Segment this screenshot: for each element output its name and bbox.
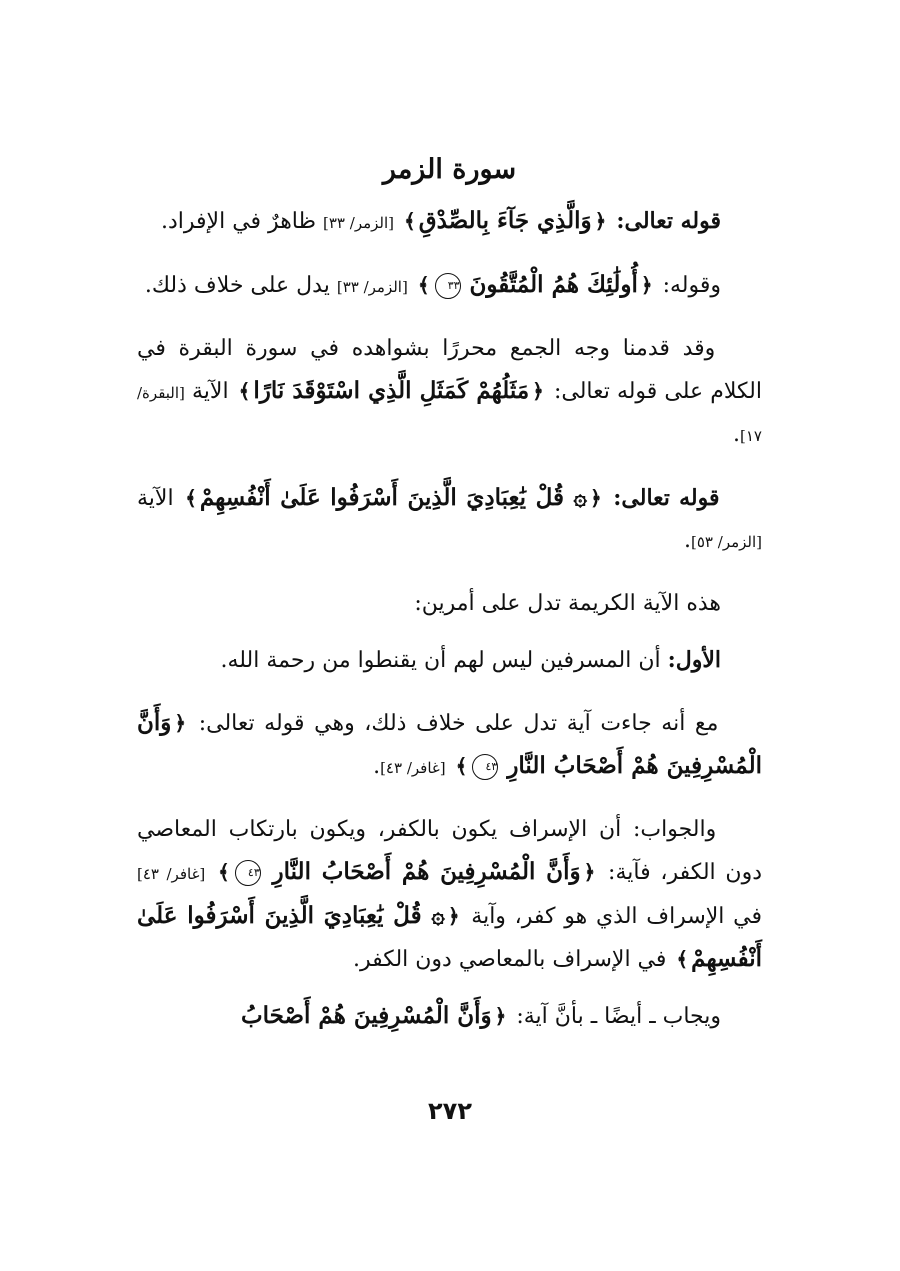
paragraph-text: ويجاب ـ أيضًا ـ بأنَّ آية:	[516, 1004, 721, 1029]
quran-verse: وَأَنَّ الْمُسْرِفِينَ هُمْ أَصْحَابُ	[240, 1002, 492, 1029]
quran-bracket-open: ﴿	[532, 379, 544, 403]
paragraph-4	[137, 477, 762, 563]
quran-verse: مَثَلُهُمْ كَمَثَلِ الَّذِي اسْتَوْقَدَ نَارًا	[253, 377, 530, 404]
paragraph-text: والجواب: أن الإسراف يكون بالكفر، ويكون بارتكاب المعاصي دون الكفر، فآية:	[137, 817, 762, 885]
quran-verse: ۞ قُلْ يَٰعِبَادِيَ الَّذِينَ أَسْرَفُوا عَلَىٰ أَنْفُسِهِمْ	[199, 484, 588, 511]
quran-bracket-close: ﴾	[676, 947, 689, 971]
paragraph-1	[137, 200, 762, 244]
paragraph-text: في الإسراف الذي هو كفر، وآية	[471, 904, 762, 929]
paragraph-6	[137, 639, 762, 682]
paragraph-text: الآية	[192, 379, 229, 404]
paragraph-7	[137, 702, 762, 789]
page-body	[137, 150, 762, 1058]
quran-bracket-open: ﴿	[583, 860, 596, 884]
paragraph-lead: قوله تعالى:	[613, 485, 720, 511]
verse-reference: [الزمر/ ٣٣]	[323, 214, 394, 232]
paragraph-lead: الأول:	[667, 647, 721, 673]
paragraph-8	[137, 809, 762, 981]
ayah-number-badge: ٤٣	[472, 754, 498, 780]
paragraph-end: .	[373, 754, 381, 779]
quran-bracket-close: ﴾	[455, 754, 468, 778]
ayah-number-badge: ٤٣	[235, 860, 261, 886]
quran-bracket-open: ﴿	[590, 486, 602, 510]
verse-reference: [البقرة/ ١٧]	[137, 384, 762, 445]
paragraph-lead: قوله تعالى:	[616, 208, 721, 234]
paragraph-5	[137, 583, 762, 625]
paragraph-end: .	[684, 528, 692, 553]
paragraph-text: يدل على خلاف ذلك.	[144, 273, 330, 298]
quran-bracket-close: ﴾	[218, 860, 230, 884]
quran-bracket-open: ﴿	[447, 904, 460, 928]
quran-bracket-close: ﴾	[238, 379, 251, 403]
verse-reference: [الزمر/ ٣٣]	[336, 278, 408, 296]
paragraph-text: أن المسرفين ليس لهم أن يقنطوا من رحمة الله.	[220, 648, 661, 673]
paragraph-text: وقد قدمنا وجه الجمع محررًا بشواهده في سورة البقرة في الكلام على قوله تعالى:	[137, 336, 762, 404]
ayah-number-badge: ٣٣	[435, 273, 461, 299]
quran-bracket-open: ﴿	[594, 209, 607, 233]
paragraph-lead: وقوله:	[662, 273, 721, 298]
paragraph-end: .	[733, 422, 741, 447]
verse-reference: [غافر/ ٤٣]	[137, 865, 206, 883]
quran-verse: ۞ قُلْ يَٰعِبَادِيَ الَّذِينَ أَسْرَفُوا عَلَىٰ أَنْفُسِهِمْ	[137, 902, 762, 972]
quran-verse: أُولَٰئِكَ هُمُ الْمُتَّقُونَ	[469, 271, 638, 298]
quran-bracket-close: ﴾	[404, 209, 416, 233]
paragraph-text: في الإسراف بالمعاصي دون الكفر.	[353, 947, 667, 972]
quran-bracket-close: ﴾	[417, 273, 430, 297]
paragraph-9	[137, 995, 762, 1038]
paragraph-3	[137, 328, 762, 457]
quran-verse: وَأَنَّ الْمُسْرِفِينَ هُمْ أَصْحَابُ النَّارِ	[272, 858, 581, 885]
page-number: ٢٧٢	[428, 1097, 472, 1125]
verse-reference: [الزمر/ ٥٣]	[691, 533, 762, 551]
quran-bracket-open: ﴿	[174, 711, 187, 735]
quran-verse: وَالَّذِي جَآءَ بِالصِّدْقِ	[418, 207, 592, 234]
paragraph-text: الآية	[137, 486, 174, 511]
verse-reference: [غافر/ ٤٣]	[380, 759, 446, 777]
quran-verse: وَأَنَّ الْمُسْرِفِينَ هُمْ أَصْحَابُ النَّارِ	[137, 709, 762, 779]
quran-bracket-close: ﴾	[185, 486, 197, 510]
quran-bracket-open: ﴿	[640, 273, 653, 297]
paragraph-text: هذه الآية الكريمة تدل على أمرين:	[414, 591, 721, 616]
quran-bracket-open: ﴿	[494, 1004, 507, 1028]
paragraph-text: مع أنه جاءت آية تدل على خلاف ذلك، وهي قوله تعالى:	[198, 711, 719, 736]
paragraph-2	[137, 264, 762, 308]
page-title: سورة الزمر	[382, 154, 517, 185]
paragraph-text: ظاهرٌ في الإفراد.	[161, 209, 317, 234]
